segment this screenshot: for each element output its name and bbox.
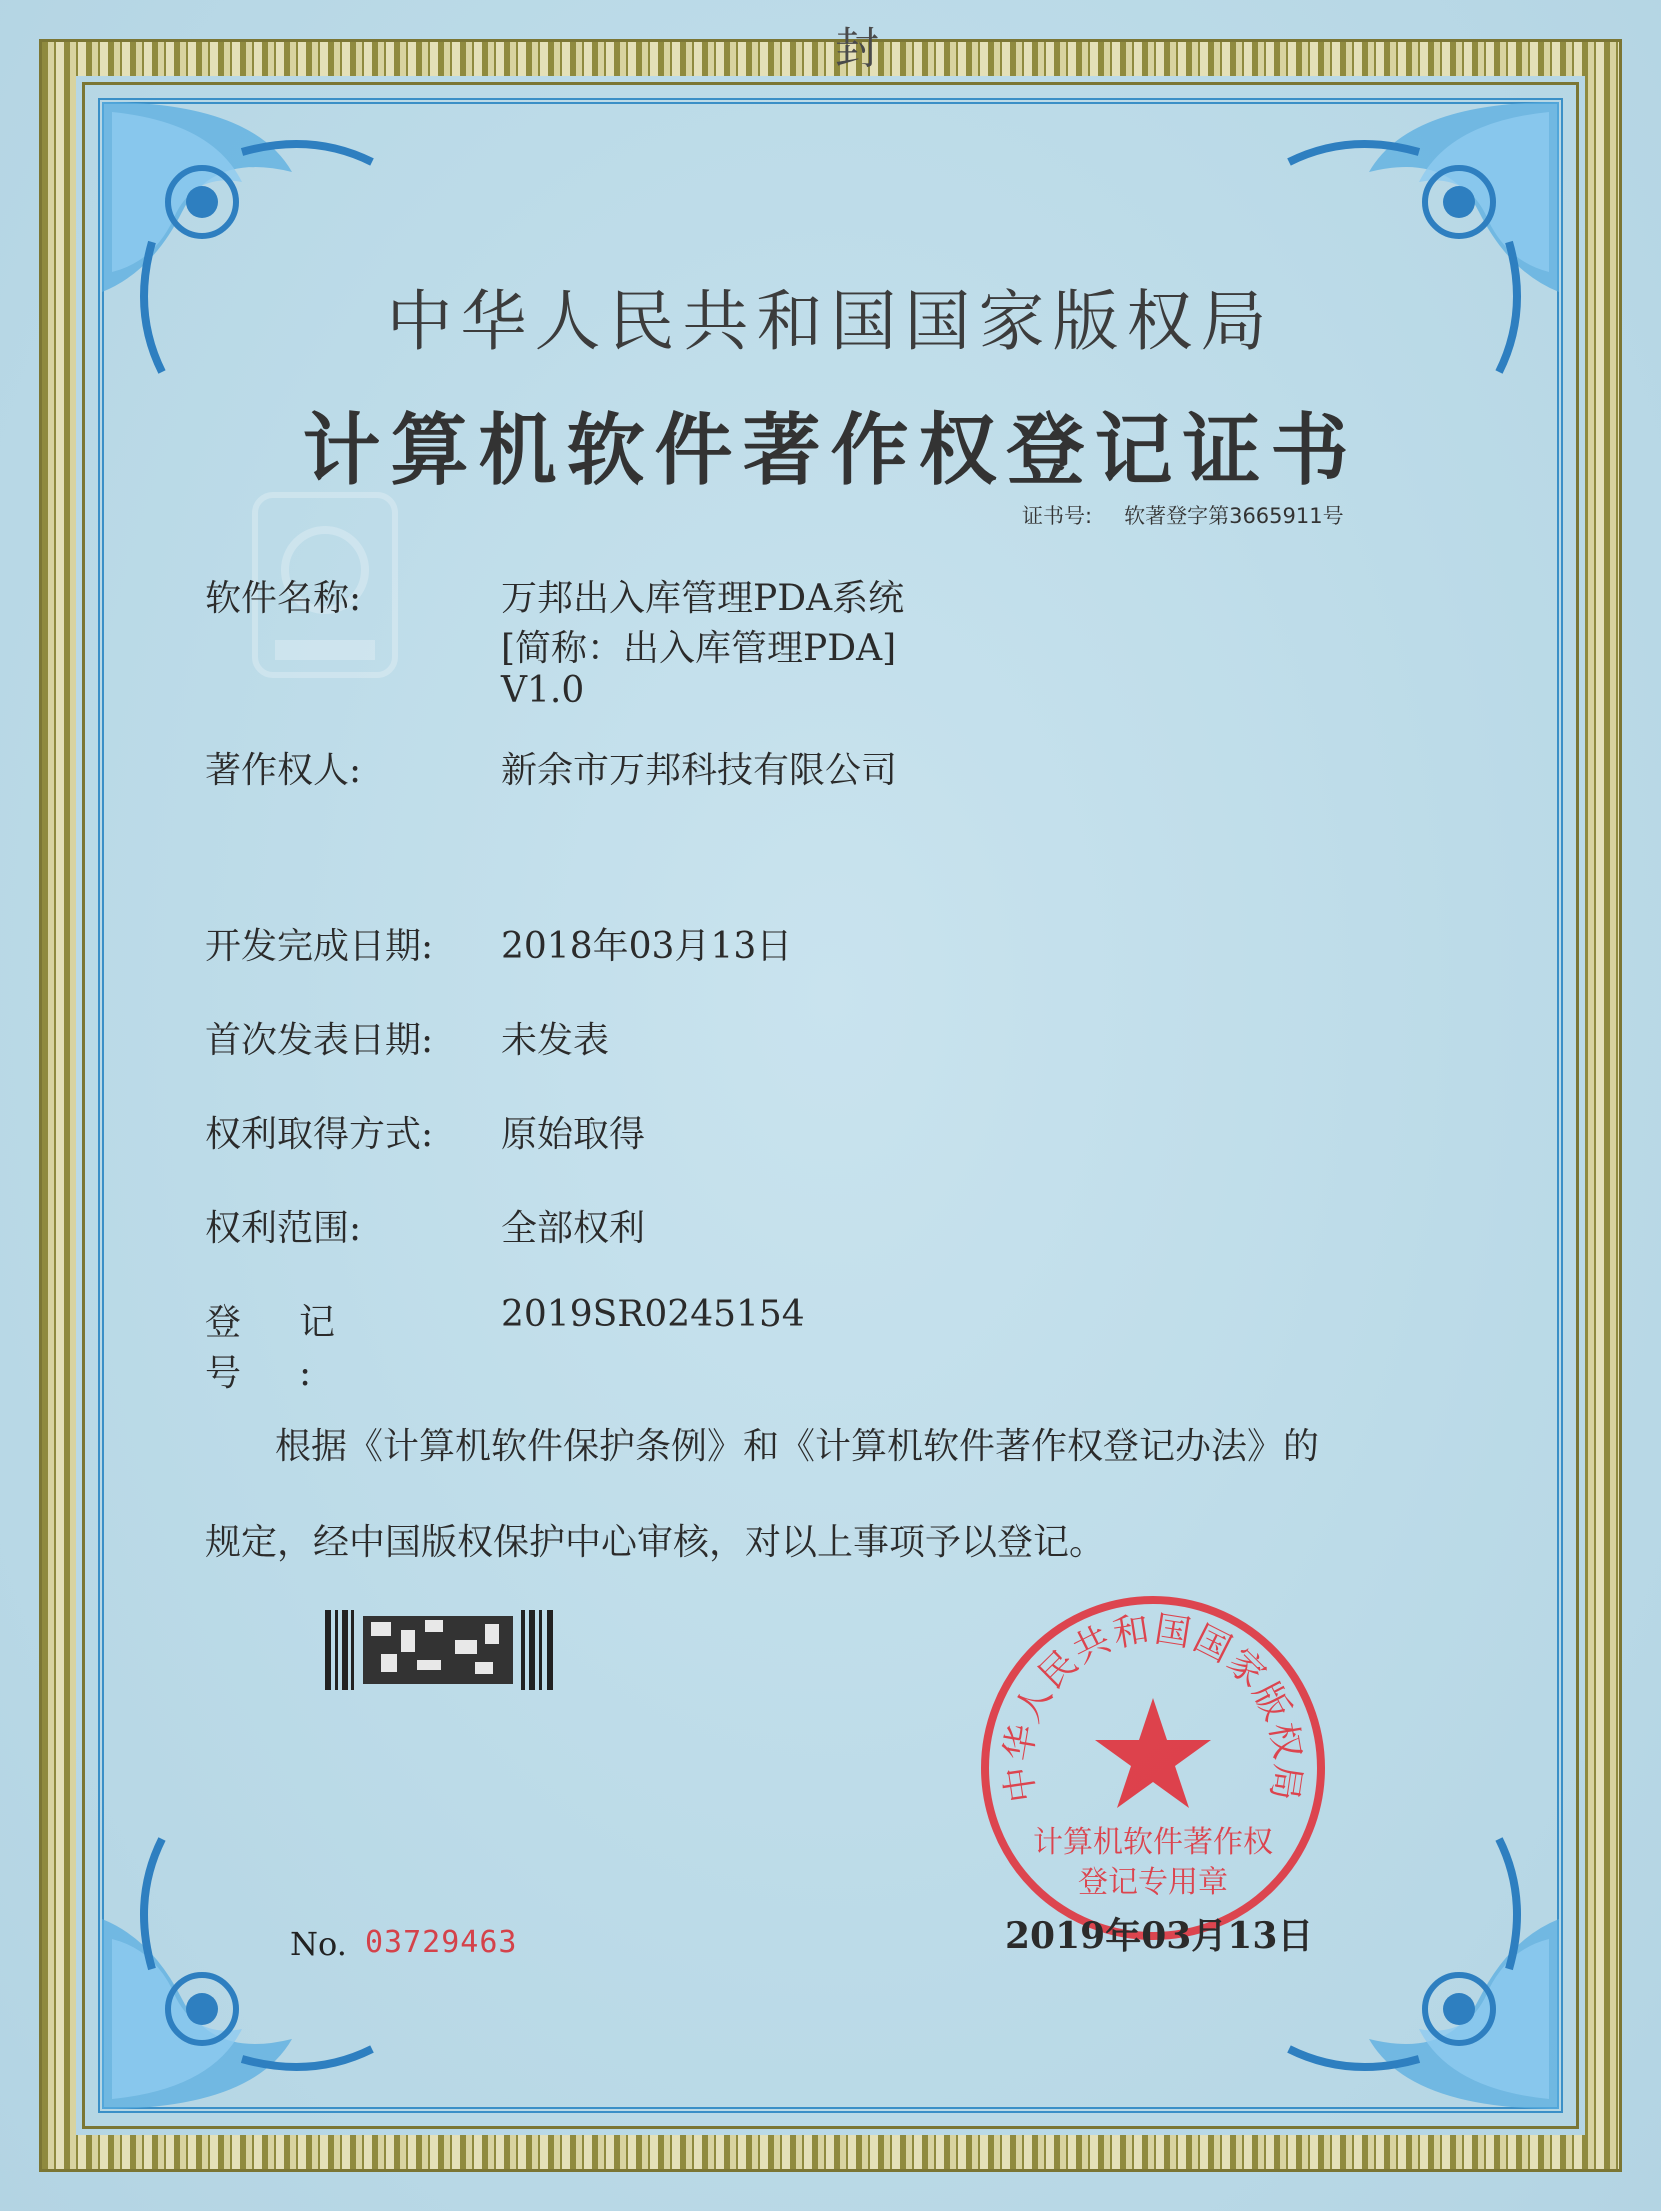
- dev-completion-date-label: 开发完成日期:: [205, 926, 434, 967]
- certificate-title: 计算机软件著作权登记证书: [302, 405, 1359, 496]
- serial-number-value: 03729463: [365, 1925, 518, 1960]
- issue-date: 2019年03月13日: [1005, 1915, 1314, 1957]
- field-copyright-owner: [205, 742, 898, 793]
- dev-completion-date-value: 2018年03月13日: [501, 926, 793, 967]
- certificate-number-label: 证书号:: [1022, 504, 1093, 528]
- statement-line-1: 根据《计算机软件保护条例》和《计算机软件著作权登记办法》的: [275, 1426, 1320, 1467]
- scope-of-rights-value: 全部权利: [501, 1208, 646, 1249]
- software-name-label: 软件名称:: [205, 578, 362, 619]
- seal-inner-line-1: 计算机软件著作权: [1033, 1825, 1273, 1860]
- software-version: V1.0: [501, 670, 585, 711]
- serial-number-label: No.: [290, 1925, 347, 1963]
- field-scope-of-rights: [205, 1200, 646, 1251]
- barcode: [325, 1610, 557, 1690]
- registration-number-value: 2019SR0245154: [501, 1294, 805, 1335]
- software-name-value: 万邦出入库管理PDA系统: [501, 578, 905, 619]
- registration-number-label: 登记号:: [205, 1302, 394, 1394]
- corner-ornament-top-left: [92, 92, 412, 412]
- acquisition-method-value: 原始取得: [501, 1114, 646, 1155]
- first-publication-date-value: 未发表: [501, 1020, 610, 1061]
- copyright-owner-value: 新余市万邦科技有限公司: [501, 750, 898, 791]
- certificate-number-value: 软著登字第3665911号: [1124, 504, 1344, 528]
- scope-of-rights-label: 权利范围:: [205, 1208, 362, 1249]
- issuing-authority: 中华人民共和国国家版权局: [386, 283, 1275, 360]
- software-short-name: [简称：出入库管理PDA]: [501, 628, 897, 669]
- corner-ornament-top-right: [1249, 92, 1569, 412]
- field-acquisition-method: [205, 1106, 646, 1157]
- acquisition-method-label: 权利取得方式:: [205, 1114, 434, 1155]
- field-dev-completion-date: [205, 918, 793, 969]
- seal-outer-text: 中华人民共和国国家版权局: [997, 1608, 1309, 1805]
- first-publication-date-label: 首次发表日期:: [205, 1020, 434, 1061]
- field-first-publication-date: [205, 1012, 610, 1063]
- copyright-owner-label: 著作权人:: [205, 750, 362, 791]
- certificate-number: [1022, 500, 1344, 530]
- handwritten-mark: 封: [835, 23, 875, 74]
- field-registration-number: [205, 1294, 805, 1396]
- corner-ornament-bottom-left: [92, 1799, 412, 2119]
- statement-line-2: 规定，经中国版权保护中心审核，对以上事项予以登记。: [205, 1522, 1106, 1563]
- official-seal: [975, 1590, 1331, 1946]
- seal-inner-line-2: 登记专用章: [1078, 1865, 1228, 1900]
- field-software-name: [205, 570, 905, 711]
